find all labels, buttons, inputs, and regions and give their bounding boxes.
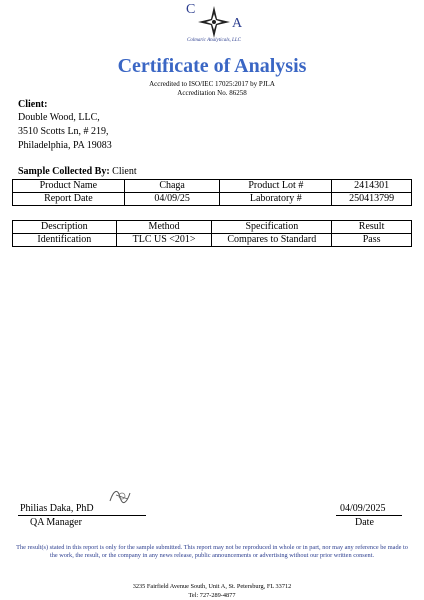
sample-collected <box>18 166 137 177</box>
table-cell: Compares to Standard <box>212 234 332 247</box>
table-cell: Pass <box>332 234 412 247</box>
table-cell: Chaga <box>124 180 220 193</box>
table-row <box>13 193 412 206</box>
phone-line: Tel: 727-289-4877 <box>188 592 236 599</box>
address-line: 3235 Fairfield Avenue South, Unit A, St. Petersburg, FL 33712 <box>132 583 292 590</box>
accreditation-line-2: Accreditation No. 86258 <box>177 89 247 97</box>
page-title: Certificate of Analysis <box>117 55 307 77</box>
signatory-role: QA Manager <box>30 517 82 528</box>
table-cell: Laboratory # <box>220 193 332 206</box>
company-logo <box>178 2 250 42</box>
client-name: Double Wood, LLC, <box>18 112 100 123</box>
date-line <box>336 515 402 516</box>
disclaimer-text: The result(s) stated in this report is only for the sample submitted. This report may not be reproduced in whole or in part, nor may any reference be made to the work, the result, or the company in any news release, public announcements or advertising without our prior written consent. <box>16 544 408 559</box>
logo-letter-a: A <box>232 16 243 31</box>
sample-collected-value: Client <box>112 166 137 177</box>
product-info-table <box>12 179 412 206</box>
table-header-row <box>13 221 412 234</box>
date-label: Date <box>355 517 374 528</box>
accreditation-line-1: Accredited to ISO/IEC 17025:2017 by PJLA <box>149 80 275 88</box>
table-row <box>13 180 412 193</box>
table-cell: Identification <box>13 234 117 247</box>
logo-tagline: Colmaric Analyticals, LLC <box>187 38 241 43</box>
column-header: Method <box>116 221 212 234</box>
compass-star-icon <box>198 6 230 38</box>
table-cell: TLC US <201> <box>116 234 212 247</box>
signature-line <box>18 515 146 516</box>
sample-collected-label: Sample Collected By: <box>18 166 110 177</box>
table-cell: Product Lot # <box>220 180 332 193</box>
signature-date: 04/09/2025 <box>340 503 386 514</box>
table-cell: Report Date <box>13 193 125 206</box>
table-cell: 2414301 <box>332 180 412 193</box>
table-row <box>13 234 412 247</box>
client-heading: Client: <box>18 99 48 110</box>
column-header: Description <box>13 221 117 234</box>
column-header: Result <box>332 221 412 234</box>
logo-letter-c: C <box>186 2 196 17</box>
column-header: Specification <box>212 221 332 234</box>
signatory-name: Philias Daka, PhD <box>20 503 94 514</box>
signature-scribble <box>108 487 134 507</box>
results-table <box>12 220 412 247</box>
table-cell: 04/09/25 <box>124 193 220 206</box>
client-street: 3510 Scotts Ln, # 219, <box>18 126 109 137</box>
client-city: Philadelphia, PA 19083 <box>18 140 112 151</box>
table-cell: Product Name <box>13 180 125 193</box>
table-cell: 250413799 <box>332 193 412 206</box>
